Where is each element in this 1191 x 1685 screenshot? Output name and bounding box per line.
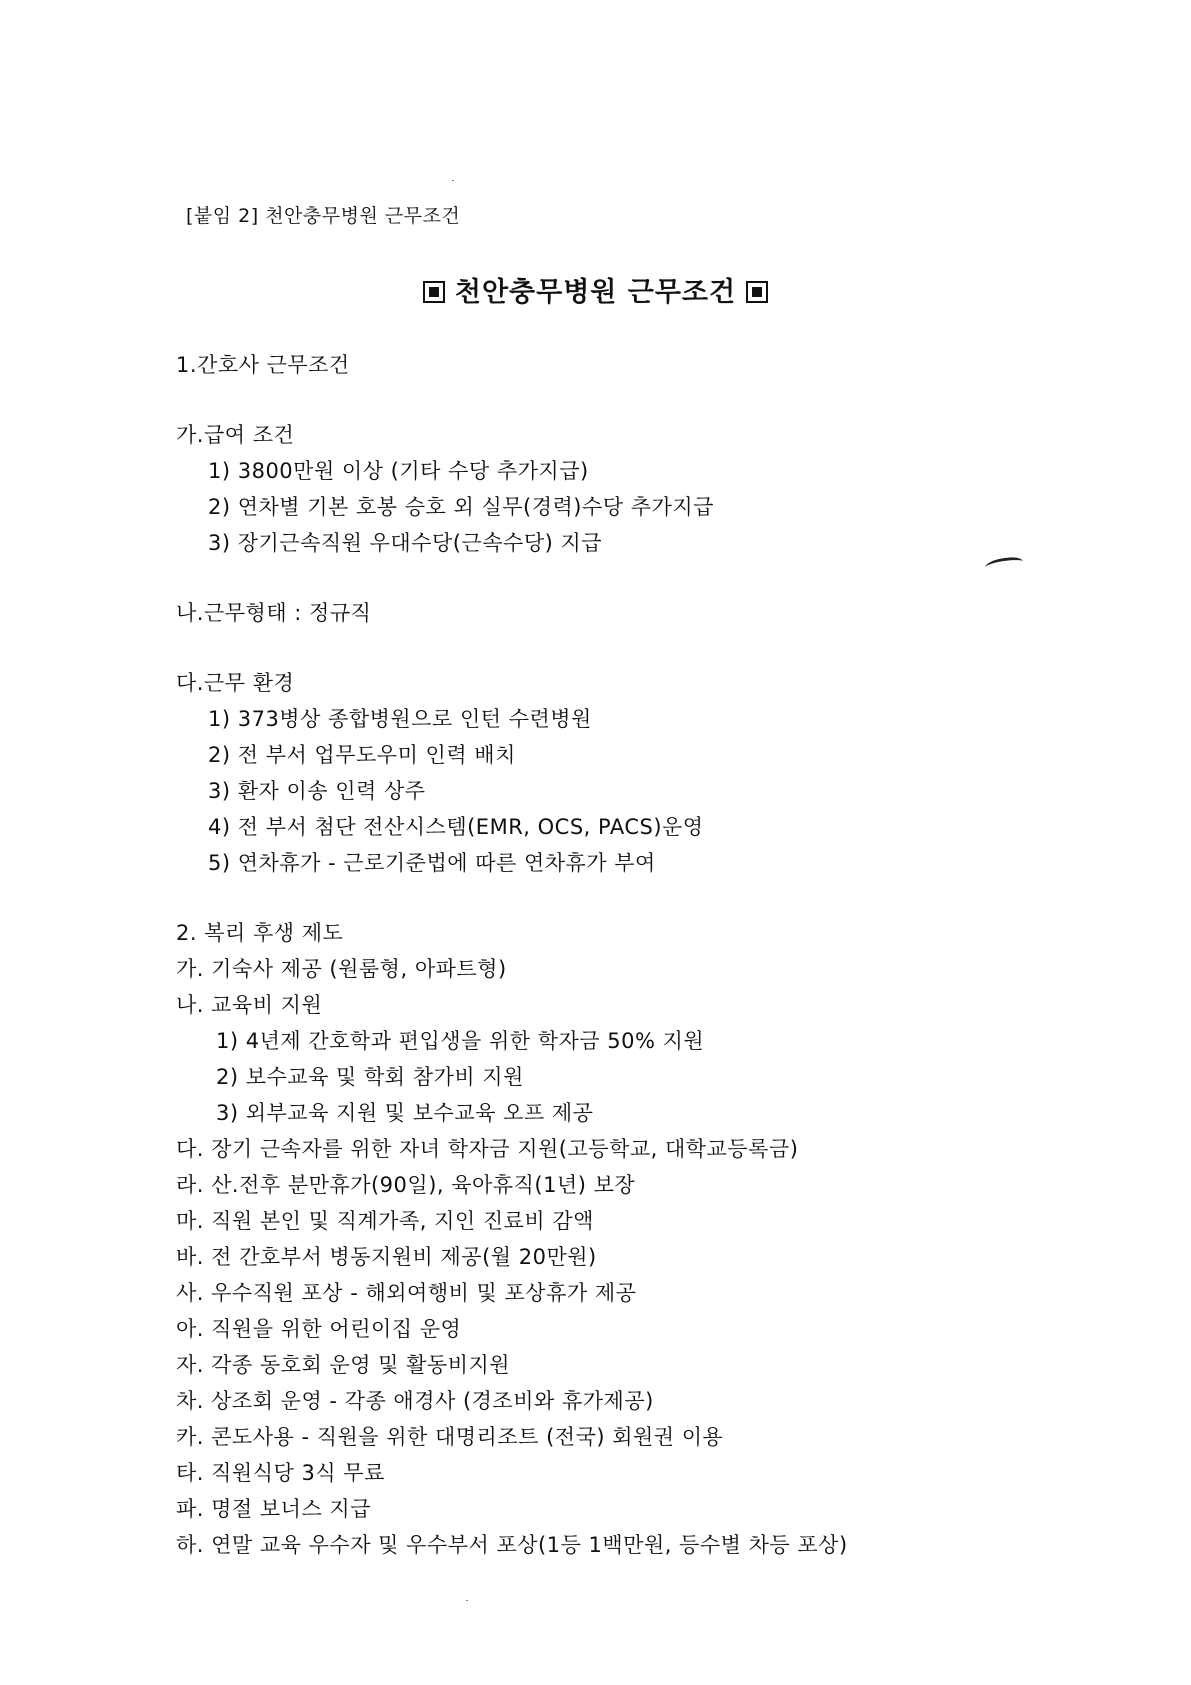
pen-stroke-mark xyxy=(984,556,1023,573)
list-item: 1) 373병상 종합병원으로 인턴 수련병원 xyxy=(208,707,592,731)
list-item: 나. 교육비 지원 xyxy=(176,993,323,1017)
list-item: 차. 상조회 운영 - 각종 애경사 (경조비와 휴가제공) xyxy=(176,1389,654,1413)
list-item: 2) 보수교육 및 학회 참가비 지원 xyxy=(216,1065,524,1089)
list-item: 자. 각종 동호회 운영 및 활동비지원 xyxy=(176,1353,511,1377)
attachment-label: [붙임 2] 천안충무병원 근무조건 xyxy=(186,205,461,227)
list-item: 4) 전 부서 첨단 전산시스템(EMR, OCS, PACS)운영 xyxy=(208,815,704,839)
square-bullet-icon xyxy=(746,281,768,303)
list-item: 라. 산.전후 분만휴가(90일), 육아휴직(1년) 보장 xyxy=(176,1173,636,1197)
list-item: 1) 4년제 간호학과 편입생을 위한 학자금 50% 지원 xyxy=(216,1029,705,1053)
list-item: 마. 직원 본인 및 직계가족, 지인 진료비 감액 xyxy=(176,1209,594,1233)
list-item: 3) 장기근속직원 우대수당(근속수당) 지급 xyxy=(208,531,603,555)
document-title-text: 천안충무병원 근무조건 xyxy=(454,277,737,308)
scan-speck xyxy=(466,1600,468,1601)
list-item: 3) 환자 이송 인력 상주 xyxy=(208,779,426,803)
list-item: 아. 직원을 위한 어린이집 운영 xyxy=(176,1317,462,1341)
list-item: 파. 명절 보너스 지급 xyxy=(176,1497,371,1521)
list-item: 2) 연차별 기본 호봉 승호 외 실무(경력)수당 추가지급 xyxy=(208,495,714,519)
subsection-heading: 나.근무형태 : 정규직 xyxy=(176,601,372,625)
list-item: 사. 우수직원 포상 - 해외여행비 및 포상휴가 제공 xyxy=(176,1281,637,1305)
subsection-heading: 가.급여 조건 xyxy=(176,423,295,447)
list-item: 5) 연차휴가 - 근로기준법에 따른 연차휴가 부여 xyxy=(208,851,656,875)
list-item: 2) 전 부서 업무도우미 인력 배치 xyxy=(208,743,516,767)
subsection-heading: 다.근무 환경 xyxy=(176,671,295,695)
scan-speck xyxy=(452,180,454,181)
document-title xyxy=(0,270,1191,309)
square-bullet-icon xyxy=(423,281,445,303)
list-item: 1) 3800만원 이상 (기타 수당 추가지급) xyxy=(208,459,589,483)
section-heading: 2. 복리 후생 제도 xyxy=(176,921,344,945)
list-item: 3) 외부교육 지원 및 보수교육 오프 제공 xyxy=(216,1101,594,1125)
list-item: 타. 직원식당 3식 무료 xyxy=(176,1461,385,1485)
list-item: 하. 연말 교육 우수자 및 우수부서 포상(1등 1백만원, 등수별 차등 포상) xyxy=(176,1533,848,1557)
list-item: 다. 장기 근속자를 위한 자녀 학자금 지원(고등학교, 대학교등록금) xyxy=(176,1137,799,1161)
list-item: 카. 콘도사용 - 직원을 위한 대명리조트 (전국) 회원권 이용 xyxy=(176,1425,724,1449)
list-item: 가. 기숙사 제공 (원룸형, 아파트형) xyxy=(176,957,507,981)
section-heading: 1.간호사 근무조건 xyxy=(176,353,350,377)
list-item: 바. 전 간호부서 병동지원비 제공(월 20만원) xyxy=(176,1245,597,1269)
